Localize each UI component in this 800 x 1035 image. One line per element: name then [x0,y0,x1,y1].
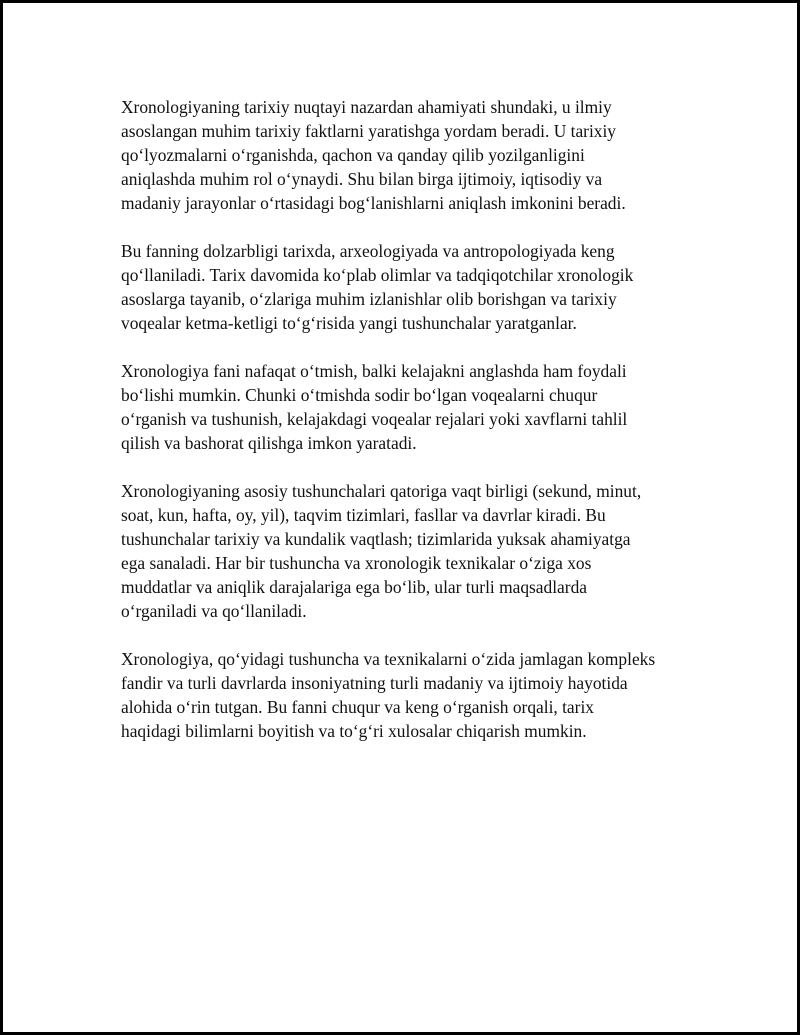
text-line: alohida o‘rin tutgan. Bu fanni chuqur va keng o‘rganish orqali, tarix [121,697,594,717]
text-line: Xronologiyaning asosiy tushunchalari qatoriga vaqt birligi (sekund, minut, [121,481,642,501]
paragraph-3 [121,359,701,455]
text-line: qilish va bashorat qilishga imkon yaratadi. [121,433,417,453]
text-line: o‘rganiladi va qo‘llaniladi. [121,601,307,621]
text-line: qo‘lyozmalarni o‘rganishda, qachon va qanday qilib yozilganligini [121,145,585,165]
text-line: asoslarga tayanib, o‘zlariga muhim izlanishlar olib borishgan va tarixiy [121,289,617,309]
paragraph-5 [121,647,701,743]
text-line: asoslangan muhim tarixiy faktlarni yaratishga yordam beradi. U tarixiy [121,121,617,141]
paragraph-1 [121,95,701,215]
text-line: haqidagi bilimlarni boyitish va to‘g‘ri xulosalar chiqarish mumkin. [121,721,587,741]
text-line: madaniy jarayonlar o‘rtasidagi bog‘lanishlarni aniqlash imkonini beradi. [121,193,626,213]
text-line: aniqlashda muhim rol o‘ynaydi. Shu bilan birga ijtimoiy, iqtisodiy va [121,169,603,189]
paragraph-4 [121,479,701,623]
text-line: tushunchalar tarixiy va kundalik vaqtlash; tizimlarida yuksak ahamiyatga [121,529,631,549]
text-line: Bu fanning dolzarbligi tarixda, arxeologiyada va antropologiyada keng [121,241,615,261]
text-line: qo‘llaniladi. Tarix davomida ko‘plab olimlar va tadqiqotchilar xronologik [121,265,634,285]
text-line: voqealar ketma-ketligi to‘g‘risida yangi tushunchalar yaratganlar. [121,313,577,333]
text-line: o‘rganish va tushunish, kelajakdagi voqealar rejalari yoki xavflarni tahlil [121,409,628,429]
text-line: ega sanaladi. Har bir tushuncha va xronologik texnikalar o‘ziga xos [121,553,592,573]
document-body [121,95,701,767]
text-line: Xronologiya fani nafaqat o‘tmish, balki kelajakni anglashda ham foydali [121,361,627,381]
text-line: fandir va turli davrlarda insoniyatning turli madaniy va ijtimoiy hayotida [121,673,628,693]
text-line: Xronologiyaning tarixiy nuqtayi nazardan ahamiyati shundaki, u ilmiy [121,97,612,117]
text-line: bo‘lishi mumkin. Chunki o‘tmishda sodir bo‘lgan voqealarni chuqur [121,385,598,405]
paragraph-2 [121,239,701,335]
text-line: Xronologiya, qo‘yidagi tushuncha va texnikalarni o‘zida jamlagan kompleks [121,649,656,669]
text-line: soat, kun, hafta, oy, yil), taqvim tizimlari, fasllar va davrlar kiradi. Bu [121,505,606,525]
text-line: muddatlar va aniqlik darajalariga ega bo‘lib, ular turli maqsadlarda [121,577,587,597]
